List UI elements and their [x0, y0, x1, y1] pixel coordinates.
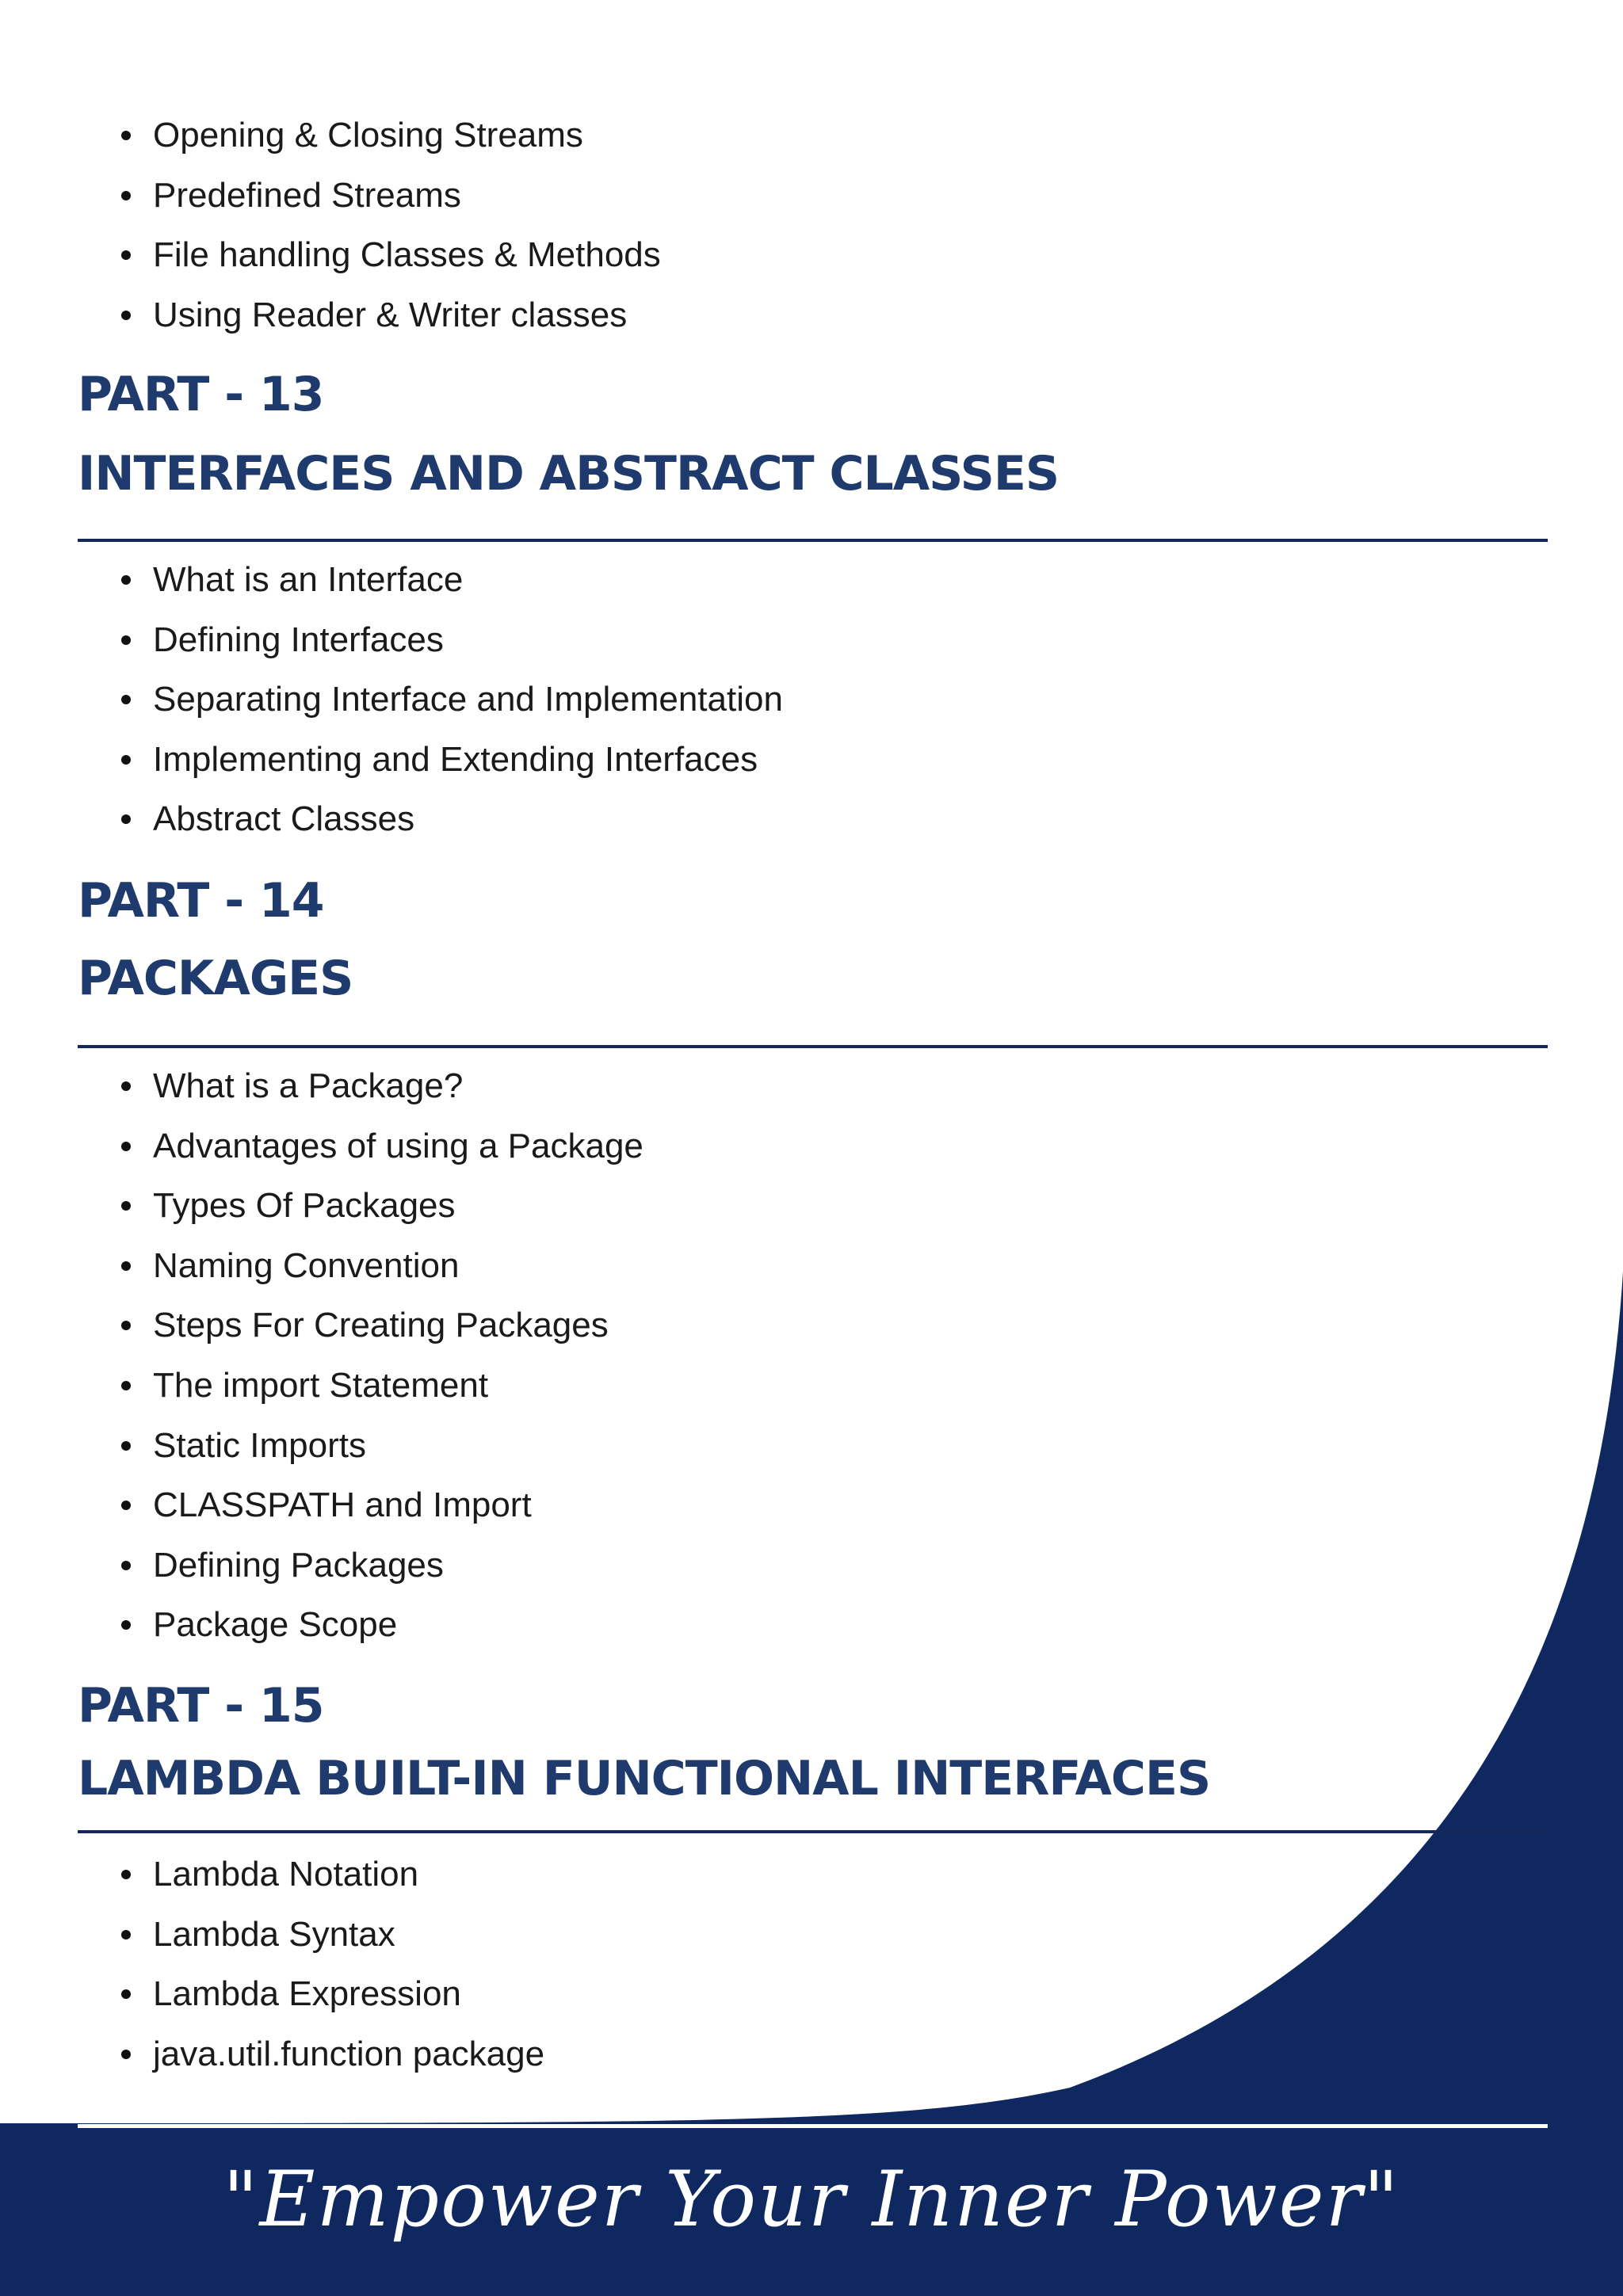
list-item: Lambda Syntax [153, 1905, 544, 1965]
list-item: Advantages of using a Package [153, 1116, 643, 1177]
footer-divider [78, 2124, 1548, 2128]
list-item: Opening & Closing Streams [153, 105, 661, 166]
list-item: Static Imports [153, 1416, 643, 1476]
part-number: PART - 14 [78, 873, 324, 929]
part-14-heading [78, 951, 353, 1006]
part-13-section [78, 367, 324, 422]
list-item: java.util.function package [153, 2024, 544, 2084]
list-item: File handling Classes & Methods [153, 225, 661, 285]
section-title: LAMBDA BUILT-IN FUNCTIONAL INTERFACES [78, 1751, 1211, 1806]
footer-slogan: "Empower Your Inner Power" [223, 2155, 1400, 2244]
part-14-section [78, 873, 324, 929]
part-15-heading [78, 1751, 1210, 1806]
list-item: Separating Interface and Implementation [153, 669, 783, 730]
list-item: Defining Packages [153, 1535, 643, 1596]
part-14-list [78, 1056, 643, 1655]
list-item: The import Statement [153, 1356, 643, 1416]
list-item: Lambda Notation [153, 1844, 544, 1905]
intro-list [78, 105, 661, 345]
list-item: Steps For Creating Packages [153, 1295, 643, 1356]
list-item: CLASSPATH and Import [153, 1475, 643, 1535]
part-number: PART - 13 [78, 367, 324, 422]
list-item: What is a Package? [153, 1056, 643, 1116]
section-divider [78, 1830, 1548, 1833]
list-item: Types Of Packages [153, 1176, 643, 1236]
list-item: Defining Interfaces [153, 610, 783, 670]
part-15-section [78, 1678, 324, 1733]
list-item: Lambda Expression [153, 1964, 544, 2024]
list-item: What is an Interface [153, 550, 783, 610]
list-item: Using Reader & Writer classes [153, 285, 661, 345]
section-title: PACKAGES [78, 951, 353, 1006]
part-13-list [78, 550, 783, 849]
list-item: Package Scope [153, 1595, 643, 1655]
list-item: Naming Convention [153, 1236, 643, 1296]
part-number: PART - 15 [78, 1678, 324, 1733]
list-item: Abstract Classes [153, 789, 783, 849]
part-15-list [78, 1844, 544, 2084]
section-title: INTERFACES AND ABSTRACT CLASSES [78, 446, 1060, 502]
list-item: Implementing and Extending Interfaces [153, 730, 783, 790]
part-13-heading [78, 446, 1059, 502]
list-item: Predefined Streams [153, 166, 661, 226]
section-divider [78, 539, 1548, 542]
section-divider [78, 1045, 1548, 1048]
